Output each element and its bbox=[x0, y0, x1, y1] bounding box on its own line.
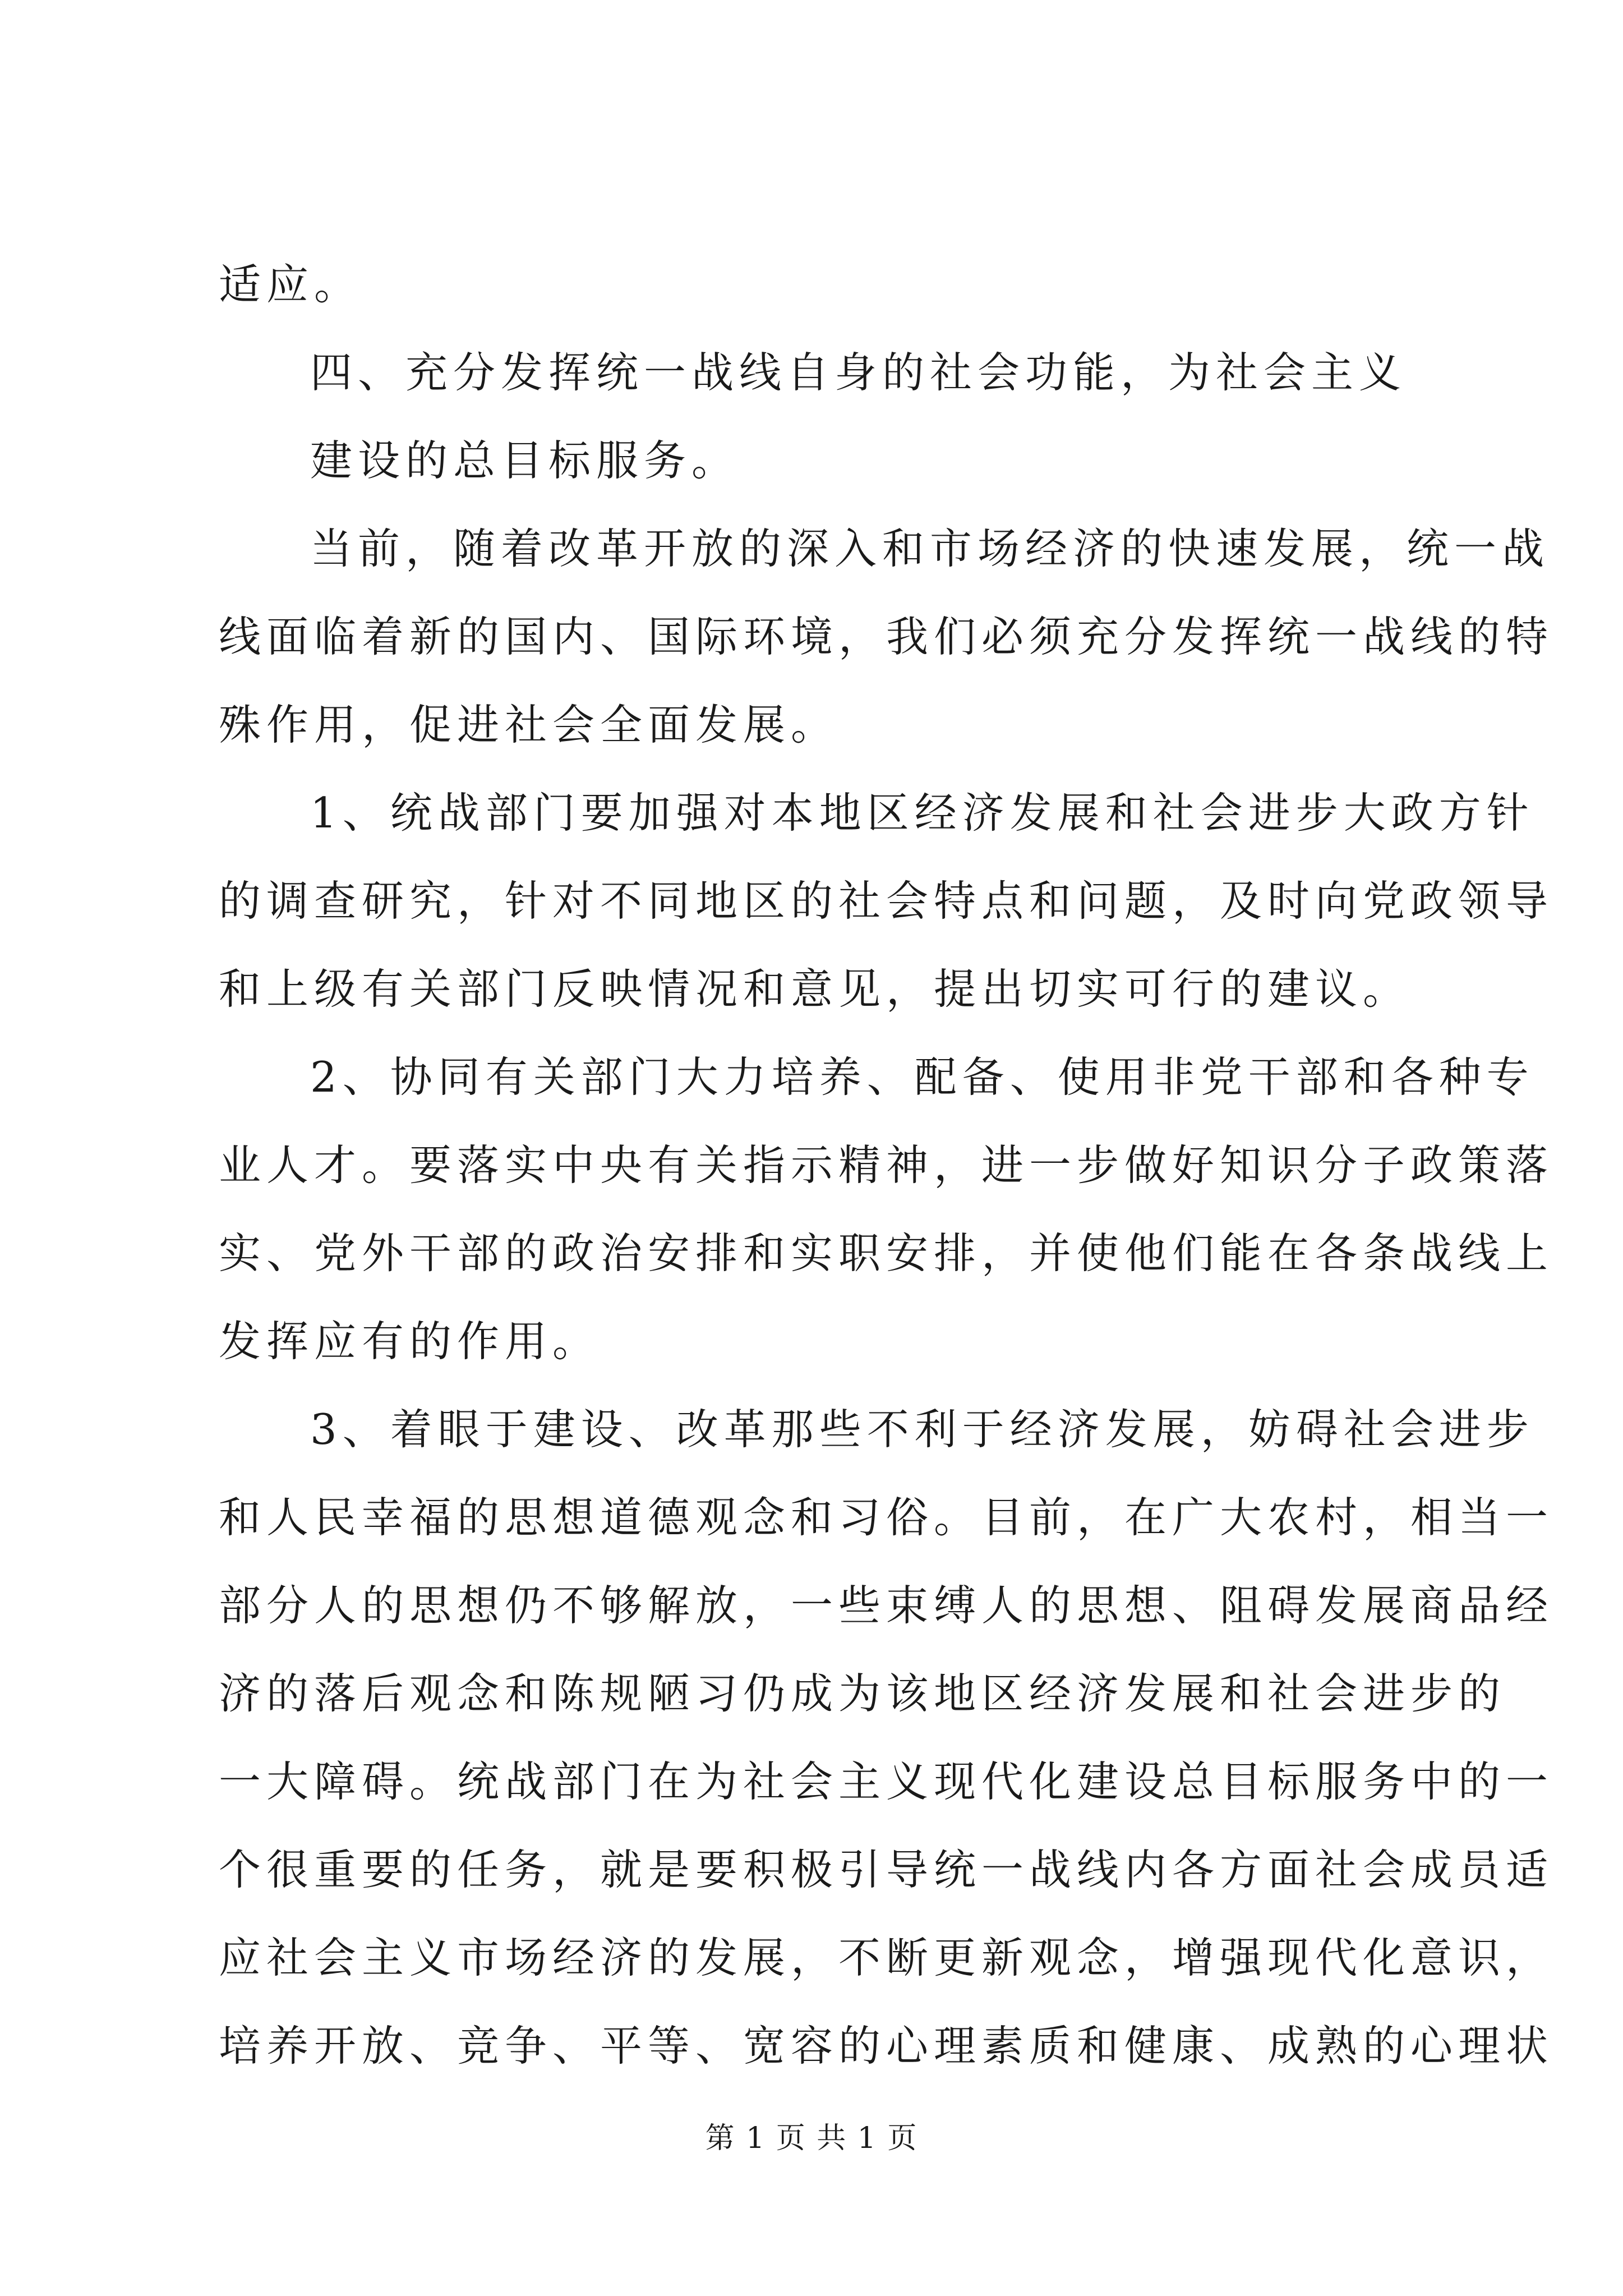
item-3-line-2: 和人民幸福的思想道德观念和习俗。目前，在广大农村，相当一 bbox=[219, 1493, 1554, 1542]
item-2-line-4: 发挥应有的作用。 bbox=[219, 1317, 601, 1366]
item-3-line-3: 部分人的思想仍不够解放，一些束缚人的思想、阻碍发展商品经 bbox=[219, 1581, 1554, 1630]
page-number-footer: 第 1 页 共 1 页 bbox=[705, 2122, 918, 2155]
item-3-line-8: 培养开放、竞争、平等、宽容的心理素质和健康、成熟的心理状 bbox=[219, 2021, 1554, 2070]
paragraph-intro-line-1: 当前，随着改革开放的深入和市场经济的快速发展，统一战 bbox=[310, 524, 1550, 573]
item-3-line-4: 济的落后观念和陈规陋习仍成为该地区经济发展和社会进步的 bbox=[219, 1669, 1506, 1718]
item-3-line-5: 一大障碍。统战部门在为社会主义现代化建设总目标服务中的一 bbox=[219, 1757, 1554, 1806]
paragraph-intro-line-2: 线面临着新的国内、国际环境，我们必须充分发挥统一战线的特 bbox=[219, 612, 1554, 661]
item-1-line-2: 的调查研究，针对不同地区的社会特点和问题，及时向党政领导 bbox=[219, 876, 1554, 926]
item-3-line-7: 应社会主义市场经济的发展，不断更新观念，增强现代化意识， bbox=[219, 1933, 1554, 1982]
item-3-line-1: 3、着眼于建设、改革那些不利于经济发展，妨碍社会进步 bbox=[310, 1405, 1534, 1454]
item-1-line-1: 1、统战部门要加强对本地区经济发展和社会进步大政方针 bbox=[310, 788, 1534, 838]
paragraph-intro-line-3: 殊作用，促进社会全面发展。 bbox=[219, 700, 839, 749]
item-1-line-3: 和上级有关部门反映情况和意见，提出切实可行的建议。 bbox=[219, 964, 1411, 1014]
text-line-1: 适应。 bbox=[219, 260, 362, 309]
item-2-line-3: 实、党外干部的政治安排和实职安排，并使他们能在各条战线上 bbox=[219, 1228, 1554, 1278]
item-2-line-1: 2、协同有关部门大力培养、配备、使用非党干部和各种专 bbox=[310, 1052, 1534, 1102]
section-heading-line-2: 建设的总目标服务。 bbox=[310, 436, 740, 485]
item-3-line-6: 个很重要的任务，就是要积极引导统一战线内各方面社会成员适 bbox=[219, 1845, 1554, 1894]
section-heading-line-1: 四、充分发挥统一战线自身的社会功能，为社会主义 bbox=[310, 348, 1407, 397]
item-2-line-2: 业人才。要落实中央有关指示精神，进一步做好知识分子政策落 bbox=[219, 1140, 1554, 1190]
